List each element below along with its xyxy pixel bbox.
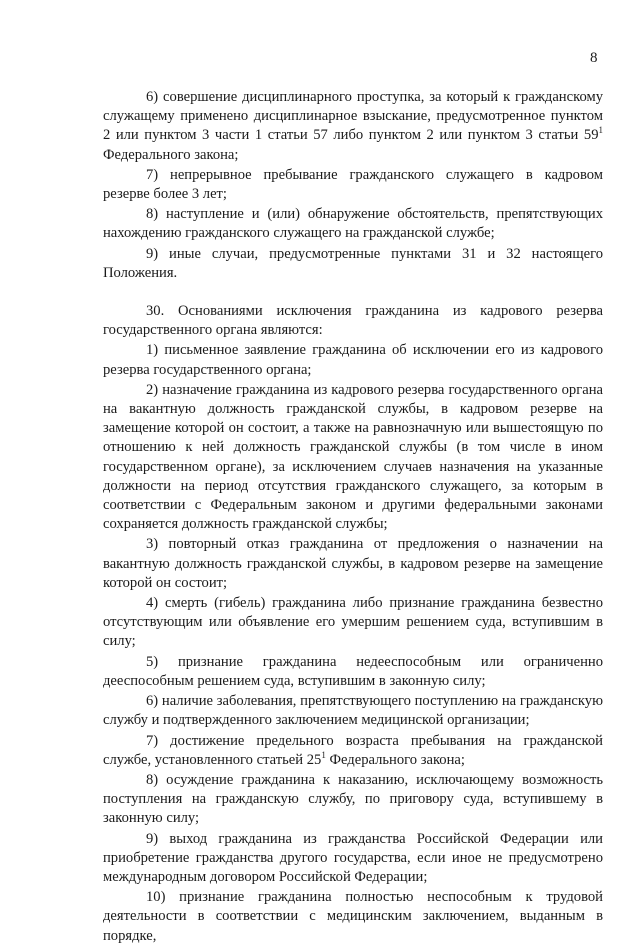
section-intro: 30. Основаниями исключения гражданина из кадрового резерва государственного органа являются: xyxy=(103,303,603,339)
page-number: 8 xyxy=(590,50,598,66)
list-item xyxy=(103,88,603,165)
list-item: 4) смерть (гибель) гражданина либо признание гражданина безвестно отсутствующим или объявление его умершим решением суда, вступившим в силу; xyxy=(103,595,603,650)
list-item xyxy=(103,732,603,770)
list-item: 3) повторный отказ гражданина от предложения о назначении на вакантную должность гражданской службы, в кадровом резерве на замещение которой он состоит; xyxy=(103,536,603,591)
item-text-continued: Федерального закона; xyxy=(103,146,239,163)
list-item: 9) выход гражданина из гражданства Российской Федерации или приобретение гражданства другого государства, если иное не предусмотрено международным договором Российской Федерации; xyxy=(103,830,603,885)
list-item: 1) письменное заявление гражданина об исключении его из кадрового резерва государственного органа; xyxy=(103,342,603,378)
list-item: 5) признание гражданина недееспособным или ограниченно дееспособным решением суда, вступившим в законную силу; xyxy=(103,653,603,689)
list-item: 6) наличие заболевания, препятствующего поступлению на гражданскую службу и подтвержденного заключением медицинской организации; xyxy=(103,693,603,729)
list-item: 9) иные случаи, предусмотренные пунктами 31 и 32 настоящего Положения. xyxy=(103,245,603,281)
item-text-continued: Федерального закона; xyxy=(325,751,465,768)
superscript: 1 xyxy=(598,125,603,136)
list-item: 7) непрерывное пребывание гражданского служащего в кадровом резерве более 3 лет; xyxy=(103,166,603,203)
document-body xyxy=(103,88,603,947)
list-item: 8) наступление и (или) обнаружение обстоятельств, препятствующих нахождению гражданского служащего на гражданской службе; xyxy=(103,206,603,242)
item-text: 6) совершение дисциплинарного проступка, за который к гражданскому служащему применено дисциплинарное взыскание, предусмотренное пунктом 2 или пунктом 3 части 1 статьи 57 либо пунктом 2 или пунктом 3 статьи 59 xyxy=(103,89,603,144)
section-gap xyxy=(103,284,603,302)
superscript: 1 xyxy=(321,749,326,760)
item-text: 7) достижение предельного возраста пребывания на гражданской службе, установленного статьей 25 xyxy=(103,732,603,768)
list-item: 10) признание гражданина полностью неспособным к трудовой деятельности в соответствии с медицинским заключением, выданным в порядке, xyxy=(103,889,603,944)
list-item: 8) осуждение гражданина к наказанию, исключающему возможность поступления на гражданскую службу, по приговору суда, вступившему в законную силу; xyxy=(103,771,603,827)
list-item: 2) назначение гражданина из кадрового резерва государственного органа на вакантную должность гражданской службы, в кадровом резерве на замещение которой он состоит, а также на равнозначную или вышестоящую по отношению к ней должность гражданской службы (в том числе в ином государственном органе), за исключением случаев назначения на указанные должности на период отсутствия гражданского служащего, за которым в соответствии с Федеральным законом и другими федеральными законами сохраняется должность гражданской службы; xyxy=(103,381,603,533)
